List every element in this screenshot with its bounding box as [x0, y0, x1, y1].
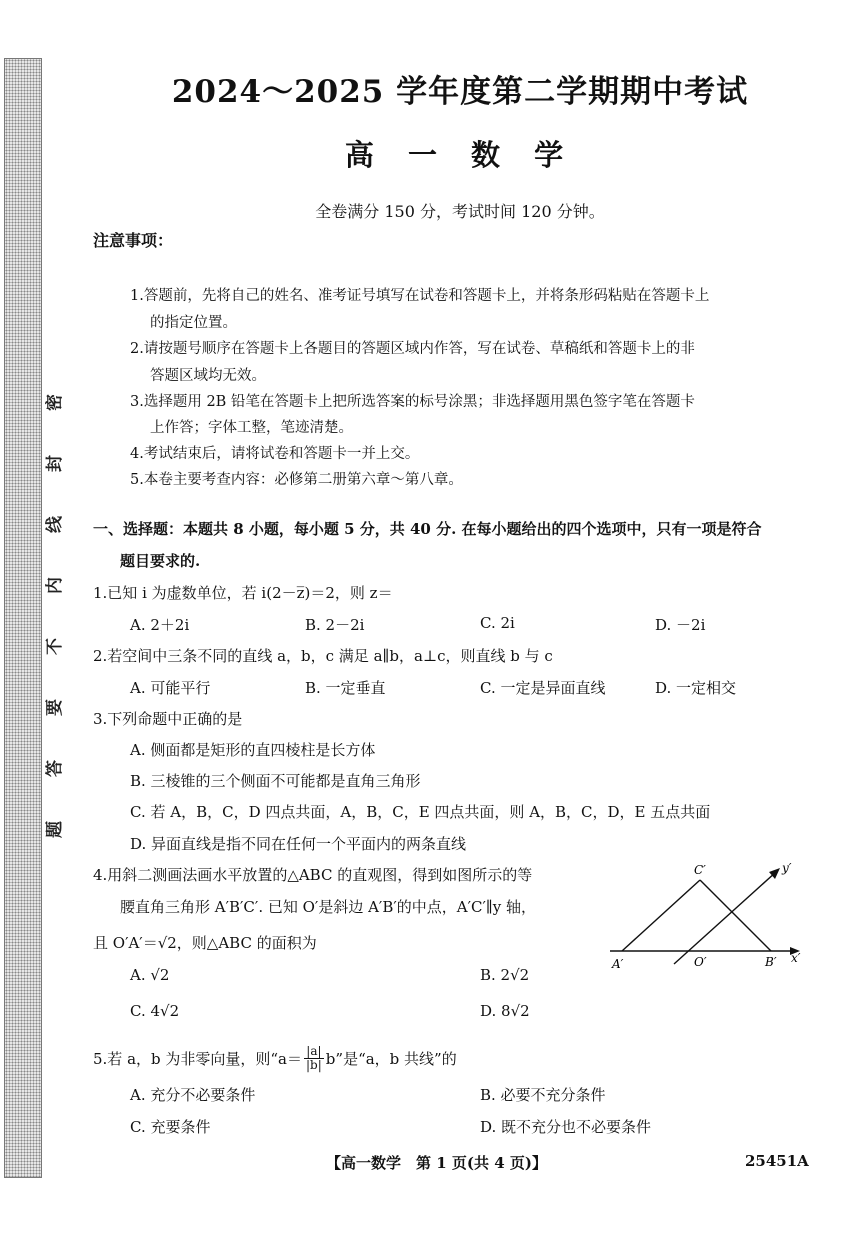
- q5-option-d: D. 既不充分也不必要条件: [480, 1118, 652, 1136]
- q2-option-a: A. 可能平行: [130, 679, 211, 697]
- notice-line: 5.本卷主要考查内容：必修第二册第六章～第八章。: [130, 472, 463, 488]
- question-3-stem: 3.下列命题中正确的是: [93, 710, 243, 728]
- notice-line: 1.答题前，先将自己的姓名、准考证号填写在试卷和答题卡上，并将条形码粘贴在答题卡上: [130, 288, 710, 304]
- paper-code: 25451A: [745, 1152, 809, 1170]
- q3-option-d: D. 异面直线是指不同在任何一个平面内的两条直线: [130, 835, 467, 853]
- label-c: C′: [694, 863, 706, 877]
- notice-line: 2.请按题号顺序在答题卡上各题目的答题区域内作答，写在试卷、草稿纸和答题卡上的非: [130, 341, 695, 357]
- question-2-stem: 2.若空间中三条不同的直线 a，b，c 满足 a∥b，a⊥c，则直线 b 与 c: [93, 647, 553, 665]
- question-1-stem: 1.已知 i 为虚数单位，若 i(2－z̅)＝2，则 z＝: [93, 584, 393, 602]
- binding-strip: [4, 58, 42, 1178]
- q4-option-d: D. 8√2: [480, 1002, 530, 1020]
- q3-option-a: A. 侧面都是矩形的直四棱柱是长方体: [130, 741, 376, 759]
- notice-line: 的指定位置。: [150, 315, 237, 331]
- q5-fraction-numerator: |a|: [306, 1044, 322, 1058]
- q5-fraction: [304, 1045, 324, 1072]
- q1-option-a: A. 2＋2i: [130, 616, 190, 634]
- section-heading: 一、选择题：本题共 8 小题，每小题 5 分，共 40 分. 在每小题给出的四个选项中，只有一项是符合: [93, 520, 762, 538]
- page-footer: 【高一数学 第 1 页(共 4 页)】: [326, 1154, 547, 1172]
- seal-char: 密: [44, 394, 65, 411]
- q2-option-d: D. 一定相交: [655, 679, 737, 697]
- q1-option-c: C. 2i: [480, 614, 515, 632]
- question-4-stem-cont: 腰直角三角形 A′B′C′. 已知 O′是斜边 A′B′的中点，A′C′∥y 轴，: [120, 898, 537, 916]
- score-time-line: 全卷满分 150 分，考试时间 120 分钟。: [315, 202, 605, 221]
- q2-option-c: C. 一定是异面直线: [480, 679, 606, 697]
- exam-title: 2024～2025 学年度第二学期期中考试: [171, 74, 749, 110]
- question-4-stem-cont: 且 O′A′＝√2，则△ABC 的面积为: [93, 934, 317, 952]
- edge-c-b: [700, 880, 771, 951]
- q4-option-c: C. 4√2: [130, 1002, 180, 1020]
- q5-fraction-denominator: |b|: [306, 1058, 322, 1072]
- label-x: x′: [791, 951, 801, 965]
- notice-title: 注意事项：: [93, 231, 174, 250]
- q1-option-b: B. 2－2i: [305, 616, 365, 634]
- q4-option-a: A. √2: [130, 966, 170, 984]
- notice-line: 上作答；字体工整，笔迹清楚。: [150, 420, 353, 436]
- q2-option-b: B. 一定垂直: [305, 679, 386, 697]
- seal-char: 不: [44, 638, 65, 655]
- q1-option-d: D. －2i: [655, 616, 706, 634]
- q3-option-c: C. 若 A，B，C，D 四点共面，A，B，C，E 四点共面，则 A，B，C，D，E 五点共面: [130, 803, 711, 821]
- notice-line: 答题区域均无效。: [150, 368, 266, 384]
- seal-char: 要: [44, 699, 65, 716]
- q5-option-b: B. 必要不充分条件: [480, 1086, 606, 1104]
- exam-subject: 高 一 数 学: [344, 138, 576, 172]
- edge-a-c: [622, 880, 700, 951]
- seal-char: 线: [44, 516, 65, 533]
- question-4-stem: 4.用斜二测画法画水平放置的△ABC 的直观图，得到如图所示的等: [93, 866, 533, 884]
- q4-oblique-triangle-figure: [608, 858, 813, 970]
- q5-stem-suffix: b”是“a，b 共线”的: [325, 1050, 457, 1068]
- q5-stem-prefix: 5.若 a，b 为非零向量，则“a＝: [93, 1050, 303, 1068]
- y-axis-line: [674, 872, 776, 964]
- q3-option-b: B. 三棱锥的三个侧面不可能都是直角三角形: [130, 772, 421, 790]
- label-a: A′: [612, 957, 624, 970]
- q5-option-a: A. 充分不必要条件: [130, 1086, 256, 1104]
- q5-option-c: C. 充要条件: [130, 1118, 211, 1136]
- notice-line: 3.选择题用 2B 铅笔在答题卡上把所选答案的标号涂黑；非选择题用黑色签字笔在答题卡: [130, 394, 695, 410]
- label-o: O′: [694, 955, 707, 969]
- section-heading-cont: 题目要求的.: [120, 552, 201, 570]
- seal-line-text: [40, 390, 64, 842]
- seal-char: 题: [44, 821, 65, 838]
- seal-char: 内: [44, 577, 65, 594]
- label-b: B′: [765, 955, 777, 969]
- seal-char: 答: [44, 760, 65, 777]
- notice-line: 4.考试结束后，请将试卷和答题卡一并上交。: [130, 446, 420, 462]
- seal-char: 封: [44, 455, 65, 472]
- label-y: y′: [782, 861, 792, 875]
- q4-option-b: B. 2√2: [480, 966, 530, 984]
- question-5-stem: [93, 1045, 457, 1072]
